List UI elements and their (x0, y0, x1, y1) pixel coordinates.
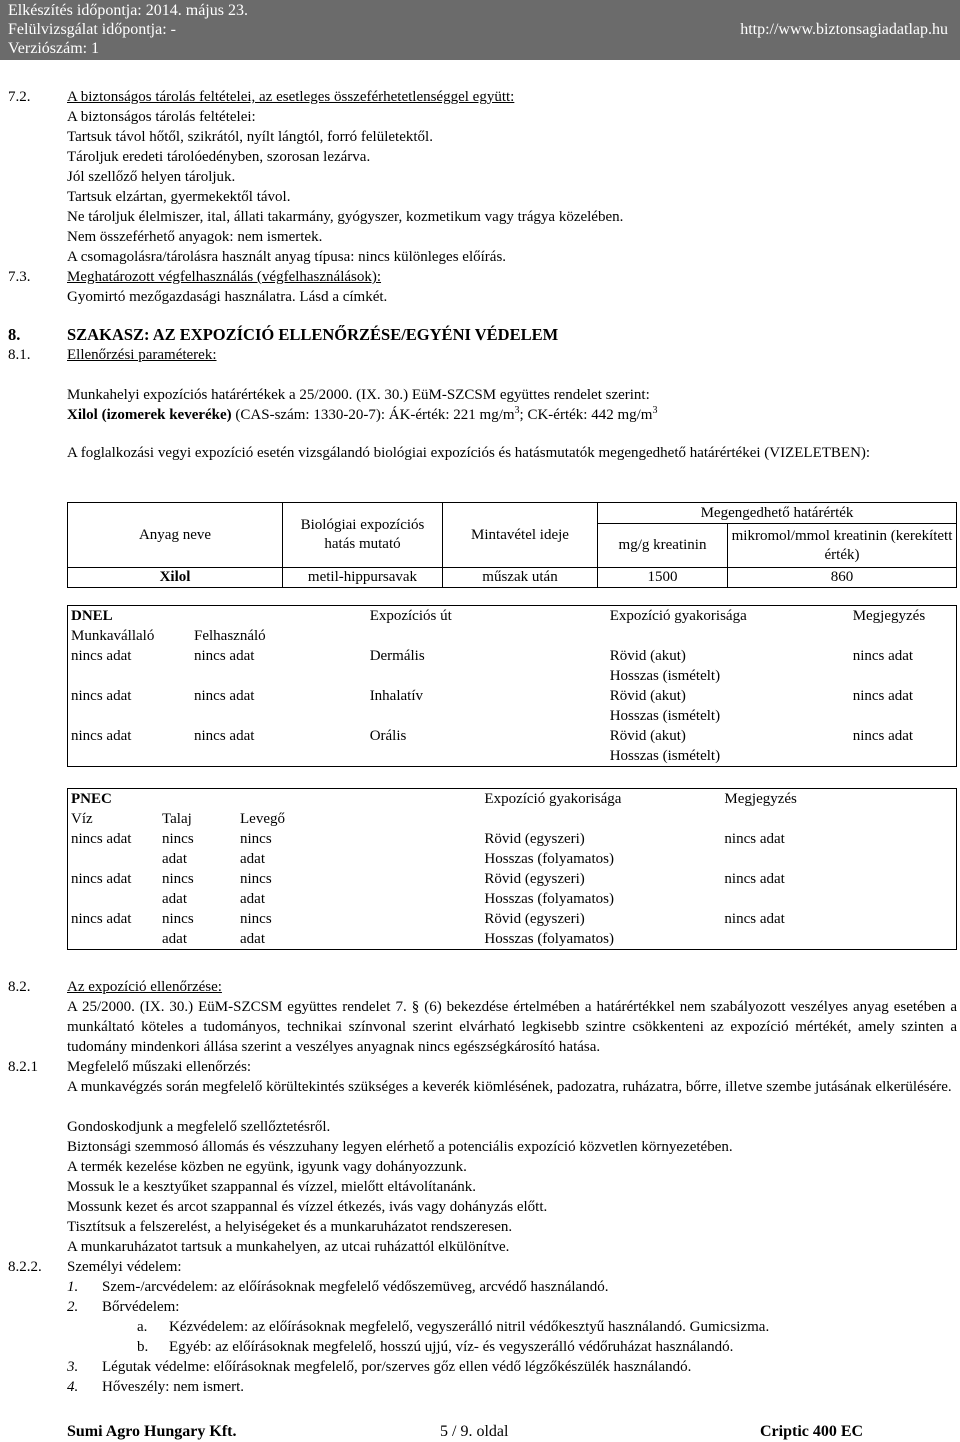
pnec-levego (237, 829, 481, 869)
pnec-megj: nincs adat (724, 911, 785, 927)
gy-long: Hosszas (folyamatos) (484, 891, 614, 907)
dnel-gy (607, 646, 850, 686)
footer-page: 5 / 9. oldal (440, 1423, 509, 1440)
th-mikro: mikromol/mmol kreatinin (kerekített érték) (728, 524, 957, 568)
dnel-ut: Inhalatív (369, 688, 424, 704)
lev-2: adat (240, 931, 265, 947)
pnec-gy (481, 869, 721, 909)
lev-2: adat (240, 851, 265, 867)
pnec-megj: nincs adat (724, 871, 785, 887)
section-8-2-2-title: Személyi védelem: (67, 1259, 182, 1275)
talaj-2: adat (162, 851, 187, 867)
s821-line: A munkaruházatot tartsuk a munkahelyen, az utcai ruházattól elkülönítve. (67, 1239, 510, 1255)
footer-product: Criptic 400 EC (760, 1423, 864, 1440)
section-8-1-title: Ellenőrzési paraméterek: (67, 347, 217, 363)
s72-line: Tartsuk távol hőtől, szikrától, nyílt lángtól, forró felületektől. (67, 129, 433, 145)
s821-line: Mossunk kezet és arcot szappannal és vízzel étkezés, ivás vagy dohányzás előtt. (67, 1199, 548, 1215)
dnel-megj: nincs adat (852, 648, 914, 664)
list-number: 4. (67, 1379, 79, 1395)
section-8-2-2-number: 8.2.2. (8, 1259, 42, 1275)
gy-short: Rövid (egyszeri) (484, 831, 585, 847)
s821-line: Tisztítsuk a felszerelést, a helyiségeket és a munkaruházatot rendszeresen. (67, 1219, 513, 1235)
table-row (68, 726, 957, 767)
s72-line: Ne tároljuk élelmiszer, ital, állati takarmány, gyógyszer, kozmetikum vagy trágya közelében. (67, 209, 624, 225)
header-date: Elkészítés időpontja: 2014. május 23. (8, 2, 248, 19)
pnec-gy (481, 829, 721, 869)
th-minta: Mintavétel ideje (443, 503, 598, 568)
section-7-3-title: Meghatározott végfelhasználás (végfelhasználások): (67, 269, 382, 285)
xilol-name: Xilol (izomerek keveréke) (67, 407, 232, 423)
section-8-2-1-title: Megfelelő műszaki ellenőrzés: (67, 1059, 252, 1075)
section-8-2-1-number: 8.2.1 (8, 1059, 38, 1075)
s72-line: A csomagolásra/tárolásra használt anyag típusa: nincs különleges előírás. (67, 249, 507, 265)
header-review: Felülvizsgálat időpontja: - (8, 21, 176, 38)
lev-1: nincs (240, 831, 272, 847)
td-mikro: 860 (728, 568, 957, 588)
pnec-table (67, 788, 957, 950)
s821-line: Mossuk le a kesztyűket szappannal és vízzel, mielőtt eltávolítanánk. (67, 1179, 477, 1195)
th-bio: Biológiai expozíciós hatás mutató (283, 503, 443, 568)
dnel-munka: nincs adat (71, 648, 132, 664)
sublist-letter: b. (137, 1339, 149, 1355)
table-row (68, 829, 957, 869)
table-row (68, 869, 957, 909)
sup: 3 (652, 405, 658, 416)
dnel-gy (607, 686, 850, 726)
sublist-letter: a. (137, 1319, 148, 1335)
td-bio: metil-hippursavak (283, 568, 443, 588)
section-8-2-number: 8.2. (8, 979, 31, 995)
page-header (0, 0, 960, 60)
pnec-h-viz: Víz (71, 811, 93, 827)
sublist-item: Egyéb: az előírásoknak megfelelő, hosszú ujjú, víz- és vegyszerálló védőruházat használandó. (169, 1339, 734, 1355)
th-mgg: mg/g kreatinin (598, 524, 728, 568)
dnel-h2: Expozíciós út (369, 608, 452, 624)
list-item: Légutak védelme: előírásoknak megfelelő, por/szerves gőz ellen védő légzőkészülék használandó. (102, 1359, 692, 1375)
section-8-number: 8. (8, 325, 21, 344)
gy-long: Hosszas (folyamatos) (484, 851, 614, 867)
pnec-gy (481, 909, 721, 950)
dnel-h4: Megjegyzés (852, 608, 926, 624)
talaj-2: adat (162, 931, 187, 947)
dnel-h-munka: Munkavállaló (71, 628, 155, 644)
list-item: Bőrvédelem: (102, 1299, 180, 1315)
header-info (8, 1, 248, 58)
dnel-gy (607, 726, 850, 767)
td-mgg: 1500 (598, 568, 728, 588)
section-8-1-number: 8.1. (8, 347, 31, 363)
dnel-felh: nincs adat (194, 728, 255, 744)
th-anyag: Anyag neve (68, 503, 283, 568)
section-7-2-number: 7.2. (8, 89, 31, 105)
s72-line: Tartsuk elzártan, gyermekektől távol. (67, 189, 291, 205)
list-item: Szem-/arcvédelem: az előírásoknak megfelelő védőszemüveg, arcvédő használandó. (102, 1279, 609, 1295)
list-item: Hőveszély: nem ismert. (102, 1379, 245, 1395)
dnel-table (67, 605, 957, 767)
gy-long: Hosszas (folyamatos) (484, 931, 614, 947)
gy-short: Rövid (egyszeri) (484, 871, 585, 887)
section-8-2-title: Az expozíció ellenőrzése: (67, 979, 222, 995)
lev-1: nincs (240, 911, 272, 927)
gy-long: Hosszas (ismételt) (609, 748, 721, 764)
gy-short: Rövid (akut) (609, 728, 686, 744)
bio-limits-table (67, 502, 957, 588)
s821-line: A termék kezelése közben ne együnk, igyunk vagy dohányozzunk. (67, 1159, 467, 1175)
talaj-1: nincs (162, 831, 194, 847)
dnel-felh: nincs adat (194, 648, 255, 664)
gy-short: Rövid (akut) (609, 648, 686, 664)
s821-line: Biztonsági szemmosó állomás és vészzuhany legyen elérhető a potenciális expozíció közvetlen környezetében. (67, 1139, 733, 1155)
dnel-munka: nincs adat (71, 728, 132, 744)
s72-line: A biztonságos tárolás feltételei: (67, 109, 256, 125)
xilol-limits (67, 405, 657, 425)
gy-short: Rövid (egyszeri) (484, 911, 585, 927)
bio-text: A foglalkozási vegyi expozíció esetén vizsgálandó biológiai expozíciós és hatásmutatók megengedhető határértékei (VIZELETBEN): (67, 445, 871, 461)
dnel-h-felh: Felhasználó (194, 628, 266, 644)
th-megeng: Megengedhető határérték (598, 503, 957, 524)
pnec-h-levego: Levegő (240, 811, 285, 827)
pnec-h3: Megjegyzés (724, 791, 797, 807)
dnel-munka: nincs adat (71, 688, 132, 704)
header-url[interactable]: http://www.biztonsagiadatlap.hu (740, 21, 948, 38)
pnec-levego (237, 869, 481, 909)
pnec-talaj (159, 869, 237, 909)
gy-long: Hosszas (ismételt) (609, 668, 721, 684)
s72-line: Jól szellőző helyen tároljuk. (67, 169, 236, 185)
xilol-ak: (CAS-szám: 1330-20-7): ÁK-érték: 221 mg/m (231, 407, 515, 423)
sup: 3 (514, 405, 520, 416)
s821-line: Gondoskodjunk a megfelelő szellőztetésről. (67, 1119, 331, 1135)
table-row (68, 646, 957, 686)
list-number: 3. (67, 1359, 79, 1375)
pnec-viz: nincs adat (71, 911, 132, 927)
gy-long: Hosszas (ismételt) (609, 708, 721, 724)
table-row (68, 686, 957, 726)
s72-line: Nem összeférhető anyagok: nem ismertek. (67, 229, 323, 245)
section-7-3-number: 7.3. (8, 269, 31, 285)
section-7-2-title: A biztonságos tárolás feltételei, az esetleges összeférhetetlenséggel együtt: (67, 89, 515, 105)
dnel-ut: Orális (369, 728, 407, 744)
pnec-levego (237, 909, 481, 950)
footer-company: Sumi Agro Hungary Kft. (67, 1423, 237, 1440)
header-version: Verziószám: 1 (8, 40, 100, 57)
dnel-megj: nincs adat (852, 728, 914, 744)
talaj-2: adat (162, 891, 187, 907)
s821-para: A munkavégzés során megfelelő körültekintés szükséges a keverék kiömlésének, padozatra, ruházatra, bőrre, illetve szembe jutásának elkerülésére. (67, 1079, 952, 1095)
pnec-viz: nincs adat (71, 871, 132, 887)
gy-short: Rövid (akut) (609, 688, 686, 704)
sublist-item: Kézvédelem: az előírásoknak megfelelő, vegyszerálló nitril védőkesztyű használandó. Gumicsizma. (169, 1319, 770, 1335)
pnec-talaj (159, 909, 237, 950)
talaj-1: nincs (162, 871, 194, 887)
td-anyag: Xilol (68, 568, 283, 588)
list-number: 2. (67, 1299, 79, 1315)
pnec-h-talaj: Talaj (162, 811, 192, 827)
s81-line1: Munkahelyi expozíciós határértékek a 25/2000. (IX. 30.) EüM-SZCSM együttes rendelet szerint: (67, 387, 650, 403)
pnec-h2: Expozíció gyakorisága (484, 791, 622, 807)
lev-1: nincs (240, 871, 272, 887)
s82-para: A 25/2000. (IX. 30.) EüM-SZCSM együttes rendelet 7. § (6) bekezdése értelmében a határértékkel nem szabályozott veszélyes anyag esetében a munkáltató köteles a tudományos, technikai színvonal szerint elvárható legkisebb szintre csökkenteni az expozíció mértékét, amely szinten a tudomány mindenkori állása szerint a veszélyes anyagnak nincs egészségkárosító hatása. (67, 999, 957, 1055)
pnec-talaj (159, 829, 237, 869)
lev-2: adat (240, 891, 265, 907)
table-row (68, 909, 957, 950)
pnec-h1: PNEC (71, 791, 112, 807)
dnel-h3: Expozíció gyakorisága (609, 608, 747, 624)
s73-line: Gyomirtó mezőgazdasági használatra. Lásd a címkét. (67, 289, 388, 305)
dnel-h1: DNEL (71, 608, 113, 624)
pnec-viz: nincs adat (71, 831, 132, 847)
dnel-felh: nincs adat (194, 688, 255, 704)
dnel-megj: nincs adat (852, 688, 914, 704)
td-minta: műszak után (443, 568, 598, 588)
list-number: 1. (67, 1279, 79, 1295)
dnel-ut: Dermális (369, 648, 425, 664)
section-8-title: SZAKASZ: AZ EXPOZÍCIÓ ELLENŐRZÉSE/EGYÉNI VÉDELEM (67, 325, 559, 344)
xilol-ck: ; CK-érték: 442 mg/m (519, 407, 653, 423)
s72-line: Tároljuk eredeti tárolóedényben, szorosan lezárva. (67, 149, 371, 165)
talaj-1: nincs (162, 911, 194, 927)
pnec-megj: nincs adat (724, 831, 785, 847)
